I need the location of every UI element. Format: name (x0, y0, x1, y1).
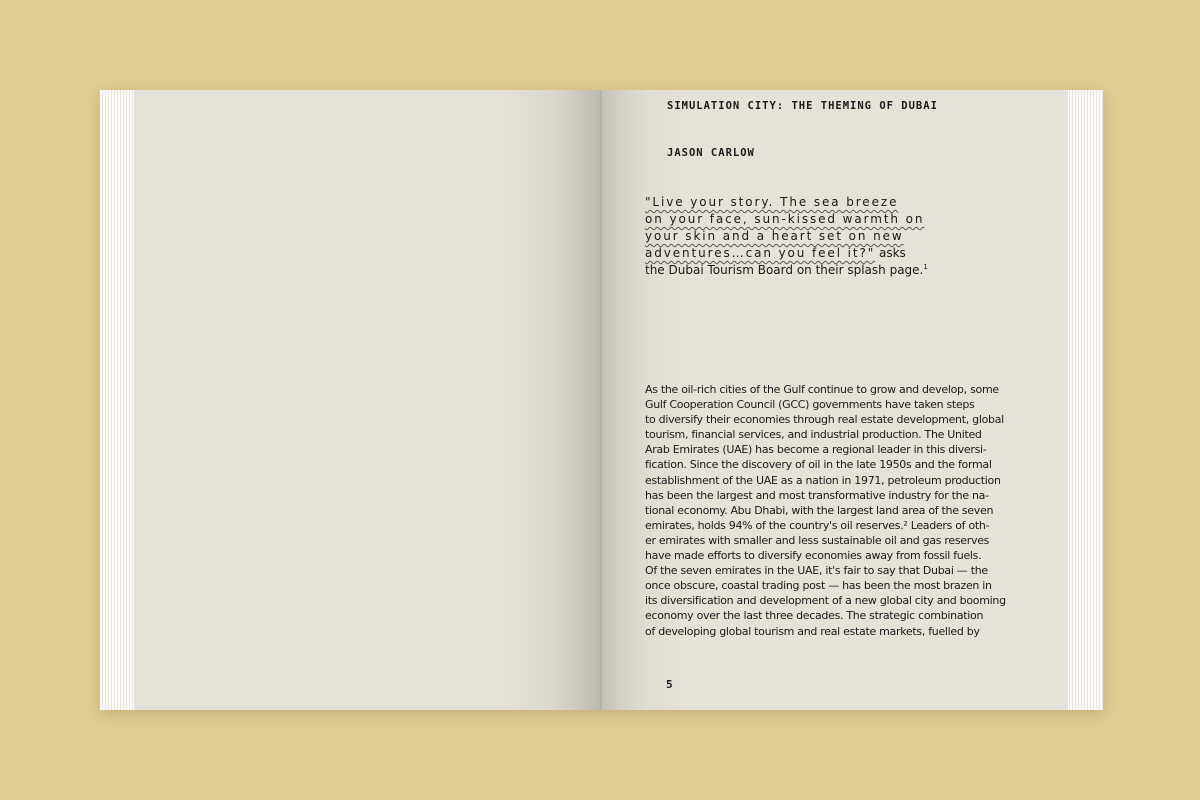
body-line: to diversify their economies through real estate development, global (645, 413, 1004, 427)
book-gutter (600, 90, 602, 710)
body-line: Gulf Cooperation Council (GCC) governments have taken steps (645, 398, 975, 412)
quote-line: your skin and a heart set on new (645, 229, 904, 243)
body-line: er emirates with smaller and less sustainable oil and gas reserves (645, 533, 990, 547)
body-line: economy over the last three decades. The strategic combination (645, 609, 984, 623)
author-name: JASON CARLOW (667, 147, 755, 159)
left-page-blank (134, 90, 602, 710)
quote-line: on your face, sun-kissed warmth on (645, 212, 925, 226)
body-line: have made efforts to diversify economies away from fossil fuels. (645, 549, 982, 563)
page-number: 5 (666, 678, 674, 691)
body-line: tourism, financial services, and industrial production. The United (645, 428, 982, 442)
body-line: fication. Since the discovery of oil in the late 1950s and the formal (645, 458, 992, 472)
body-line: Of the seven emirates in the UAE, it's fair to say that Dubai — the (645, 564, 988, 578)
body-line: emirates, holds 94% of the country's oil reserves.² Leaders of oth- (645, 518, 990, 532)
quote-asks: asks (875, 246, 906, 260)
left-page-edges (100, 90, 136, 710)
quote-attribution: the Dubai Tourism Board on their splash page. (645, 263, 924, 277)
open-book (100, 90, 1103, 710)
body-line: Arab Emirates (UAE) has become a regional leader in this diversi- (645, 443, 987, 457)
quote-line: adventures…can you feel it?" (645, 246, 876, 260)
body-line: has been the largest and most transformative industry for the na- (645, 488, 989, 502)
footnote-marker: 1 (923, 263, 928, 271)
epigraph-quote (645, 194, 985, 279)
article-title: SIMULATION CITY: THE THEMING OF DUBAI (667, 100, 938, 112)
body-line: once obscure, coastal trading post — has been the most brazen in (645, 579, 992, 593)
body-line: As the oil-rich cities of the Gulf continue to grow and develop, some (645, 383, 999, 396)
body-line: establishment of the UAE as a nation in 1971, petroleum production (645, 473, 1001, 487)
body-line: its diversification and development of a new global city and booming (645, 594, 1006, 608)
body-paragraph (645, 382, 1019, 639)
body-line: of developing global tourism and real estate markets, fuelled by (645, 624, 980, 638)
body-line: tional economy. Abu Dhabi, with the largest land area of the seven (645, 503, 994, 517)
quote-line: "Live your story. The sea breeze (645, 195, 899, 209)
right-page-edges (1067, 90, 1103, 710)
